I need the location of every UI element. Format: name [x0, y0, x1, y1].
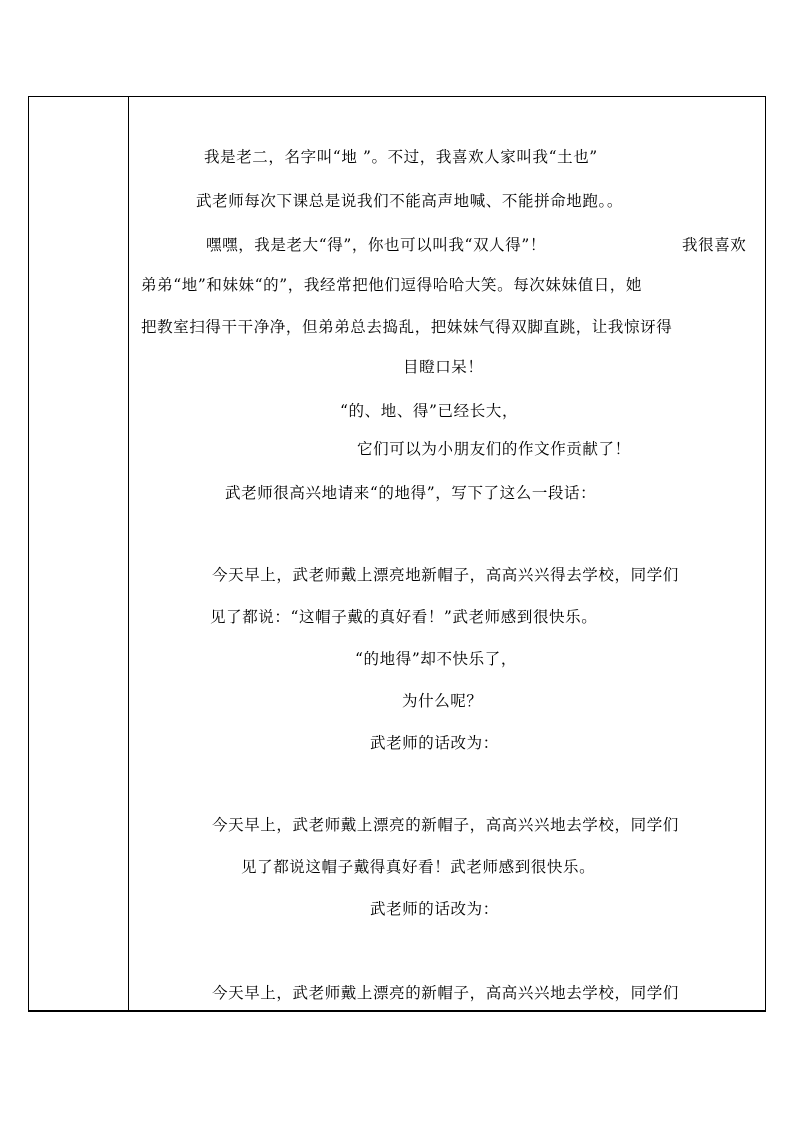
text-line: 目瞪口呆！ [403, 358, 484, 376]
text-line: 把教室扫得干干净净，但弟弟总去捣乱，把妹妹气得双脚直跳，让我惊讶得 [141, 318, 673, 336]
text-line: 武老师很高兴地请来“的地得”，写下了这么一段话： [225, 484, 597, 502]
text-line: “的地得”却不快乐了， [355, 650, 517, 668]
text-line: 它们可以为小朋友们的作文作贡献了！ [357, 440, 631, 458]
text-line: 今天早上，武老师戴上漂亮地新帽子，高高兴兴得去学校，同学们 [212, 566, 679, 584]
text-line: 弟弟“地”和妹妹“的”，我经常把他们逗得哈哈大笑。每次妹妹值日，她 [141, 276, 642, 294]
text-line: 见了都说这帽子戴得真好看！武老师感到很快乐。 [241, 858, 596, 876]
table-column-divider [128, 96, 129, 1012]
text-line: 见了都说：“这帽子戴的真好看！”武老师感到很快乐。 [210, 608, 598, 626]
text-line: 我很喜欢 [682, 236, 747, 254]
text-line: “的、地、得”已经长大， [340, 402, 519, 420]
text-line: 武老师每次下课总是说我们不能高声地喊、不能拼命地跑。。 [196, 192, 623, 210]
text-line: 嘿嘿，我是老大“得”，你也可以叫我“双人得”！ [206, 236, 546, 254]
text-line: 今天早上，武老师戴上漂亮的新帽子，高高兴兴地去学校，同学们 [212, 816, 679, 834]
text-line: 武老师的话改为： [370, 734, 499, 752]
text-line: 今天早上，武老师戴上漂亮的新帽子，高高兴兴地去学校，同学们 [212, 984, 679, 1002]
text-line: 武老师的话改为： [370, 900, 499, 918]
text-line: 为什么呢？ [402, 692, 483, 710]
text-line: 我是老二，名字叫“地 ”。不过，我喜欢人家叫我“土也” [204, 148, 598, 166]
